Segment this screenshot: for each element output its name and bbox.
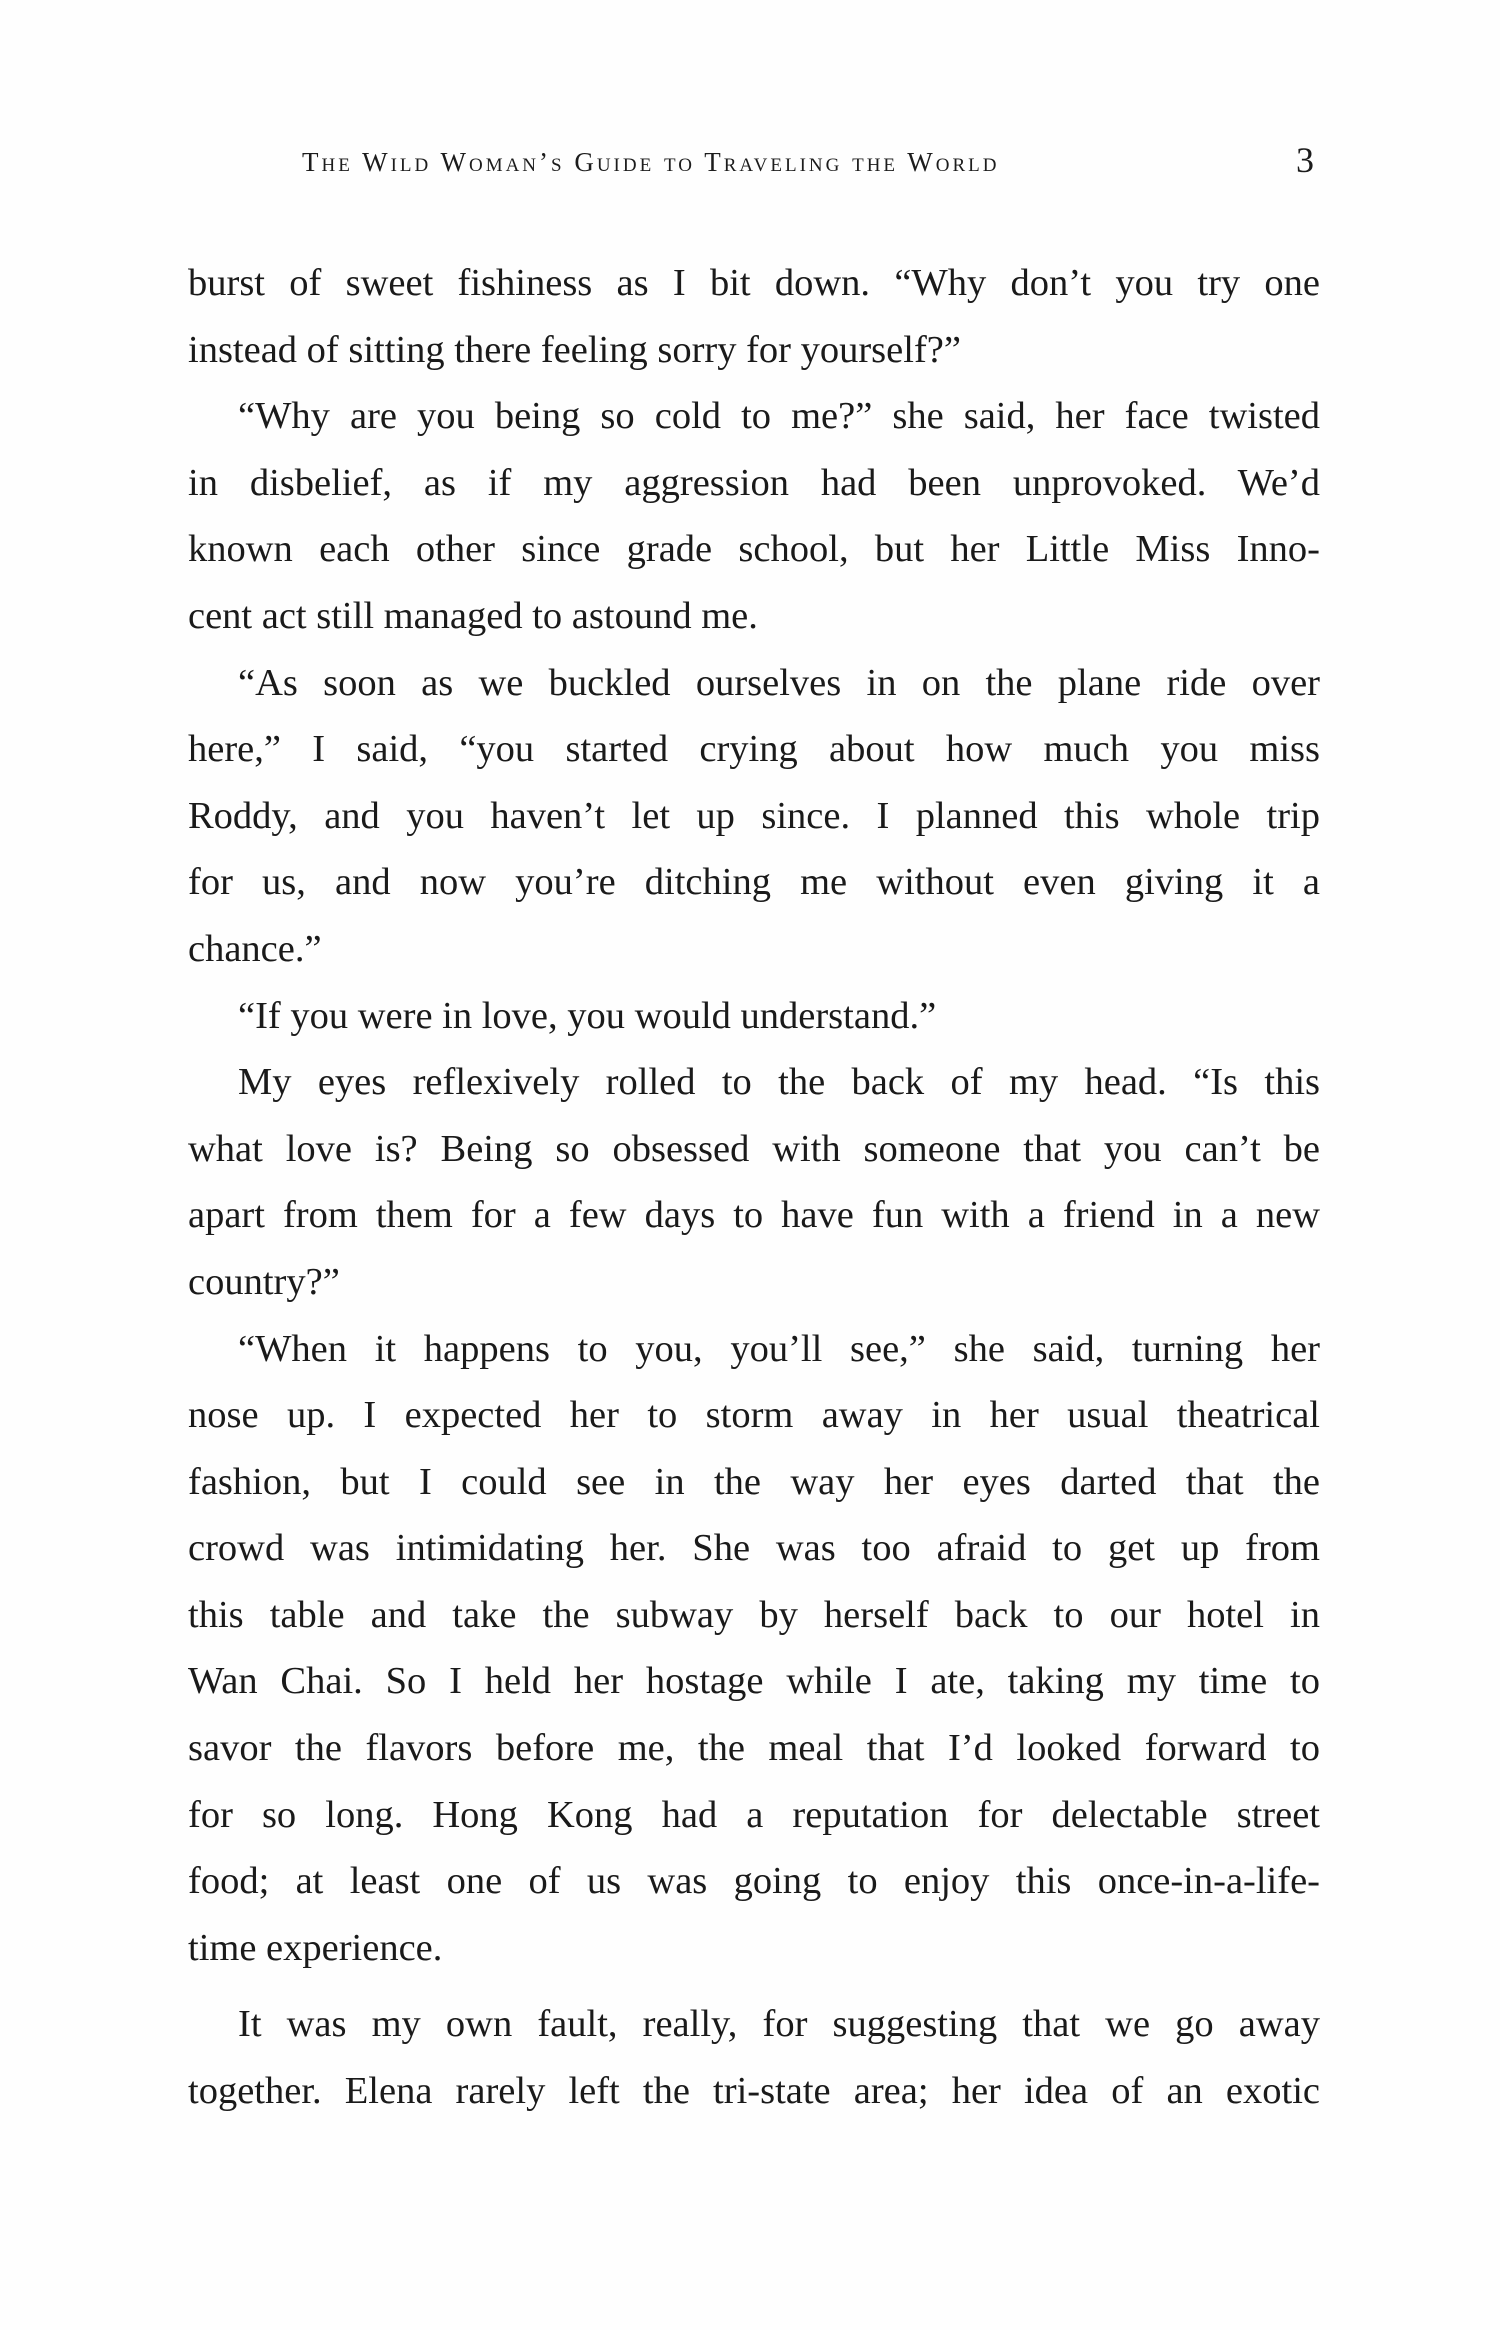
text-line: My eyes reflexively rolled to the back of my head. “Is this [238, 1061, 1320, 1104]
text-line: food; at least one of us was going to enjoy this once-in-a-life- [188, 1860, 1320, 1903]
text-line: for us, and now you’re ditching me without even giving it a [188, 861, 1320, 904]
text-line: for so long. Hong Kong had a reputation for delectable street [188, 1793, 1320, 1836]
text-line: this table and take the subway by herself back to our hotel in [188, 1593, 1320, 1636]
text-line: nose up. I expected her to storm away in her usual theatrical [188, 1394, 1320, 1437]
text-line: what love is? Being so obsessed with someone that you can’t be [188, 1127, 1320, 1170]
text-line: crowd was intimidating her. She was too afraid to get up from [188, 1527, 1320, 1570]
text-line: burst of sweet fishiness as I bit down. “Why don’t you try one [188, 262, 1320, 304]
text-line: “Why are you being so cold to me?” she said, her face twisted [238, 395, 1320, 438]
text-line: time experience. [188, 1926, 443, 1969]
text-line: Wan Chai. So I held her hostage while I ate, taking my time to [188, 1660, 1320, 1703]
text-line: savor the flavors before me, the meal that I’d looked forward to [188, 1727, 1320, 1770]
text-line: known each other since grade school, but her Little Miss Inno- [188, 528, 1320, 571]
running-head-title: The Wild Woman’s Guide to Traveling the World [302, 147, 1000, 177]
text-line: chance.” [188, 927, 322, 970]
text-line: “When it happens to you, you’ll see,” she said, turning her [238, 1327, 1320, 1370]
page-number: 3 [1296, 140, 1314, 180]
text-line: cent act still managed to astound me. [188, 594, 758, 637]
text-line: country?” [188, 1260, 340, 1303]
text-line: instead of sitting there feeling sorry for yourself?” [188, 328, 961, 371]
body-text [188, 250, 1320, 2125]
text-line: together. Elena rarely left the tri-state area; her idea of an exotic [188, 2070, 1320, 2113]
text-line: Roddy, and you haven’t let up since. I planned this whole trip [188, 794, 1320, 837]
text-line: in disbelief, as if my aggression had been unprovoked. We’d [188, 461, 1320, 504]
text-line: here,” I said, “you started crying about how much you miss [188, 728, 1320, 771]
paragraph-gap [188, 1981, 1320, 1991]
text-line: fashion, but I could see in the way her eyes darted that the [188, 1460, 1320, 1503]
text-line: “As soon as we buckled ourselves in on the plane ride over [238, 661, 1320, 704]
text-line: apart from them for a few days to have fun with a friend in a new [188, 1194, 1320, 1237]
text-line: “If you were in love, you would understand.” [238, 994, 937, 1037]
text-line: It was my own fault, really, for suggesting that we go away [238, 2003, 1320, 2046]
